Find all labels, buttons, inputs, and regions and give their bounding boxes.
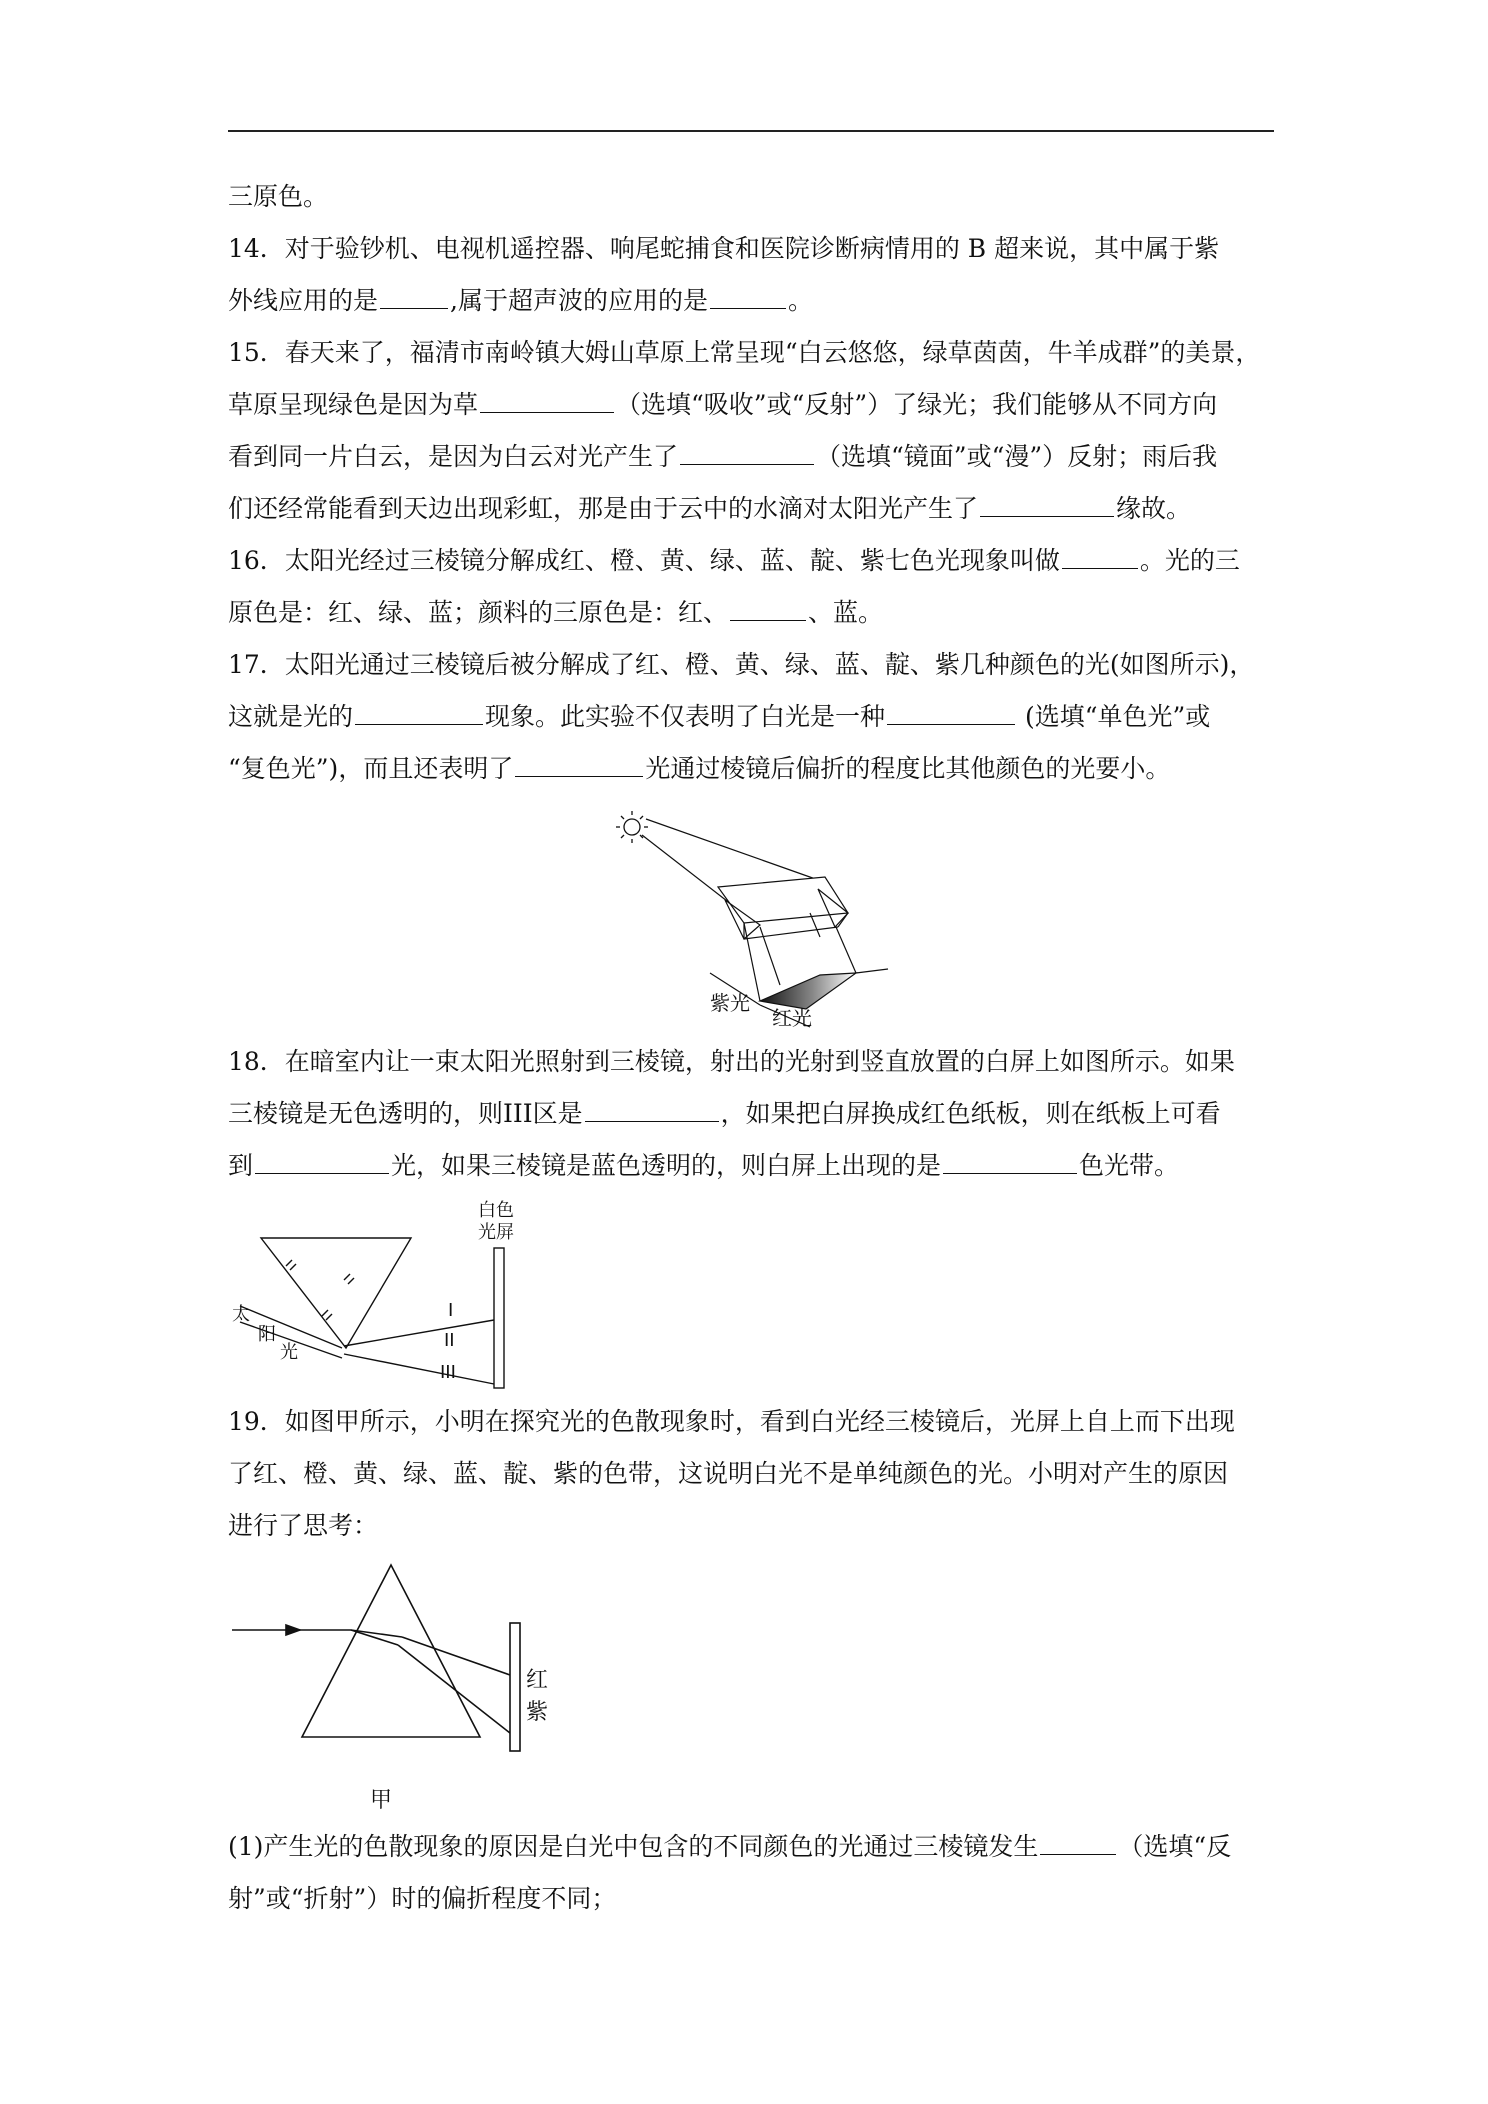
- answer-blank[interactable]: [355, 702, 483, 725]
- triangle-prism: [302, 1565, 480, 1737]
- label-zone-2: II: [444, 1330, 455, 1351]
- answer-blank[interactable]: [710, 286, 786, 309]
- prism-dispersion-figure: [610, 805, 900, 1030]
- figure-caption: 甲: [370, 1788, 393, 1813]
- answer-blank[interactable]: [1040, 1832, 1116, 1855]
- white-screen: [494, 1248, 504, 1388]
- header-rule: [228, 130, 1274, 132]
- answer-blank[interactable]: [480, 390, 614, 413]
- answer-blank[interactable]: [585, 1099, 719, 1122]
- q16-line2: 原色是：红、绿、蓝；颜料的三原色是：红、 、蓝。: [228, 598, 884, 627]
- label-red: 红光: [772, 1006, 812, 1030]
- prism-figure-jia: [226, 1555, 566, 1815]
- q19-line2: 了红、橙、黄、绿、蓝、靛、紫的色带，这说明白光不是单纯颜色的光。小明对产生的原因: [228, 1459, 1229, 1488]
- spectrum-band: [760, 973, 856, 1009]
- answer-blank[interactable]: [943, 1151, 1077, 1174]
- label-red: 红: [526, 1668, 549, 1693]
- sun-icon: [616, 811, 648, 843]
- answer-blank[interactable]: [380, 286, 448, 309]
- label-sun-2: 阳: [258, 1324, 276, 1345]
- answer-blank[interactable]: [730, 598, 806, 621]
- label-screen-2: 光屏: [478, 1222, 514, 1243]
- q14-line1: 14．对于验钞机、电视机遥控器、响尾蛇捕食和医院诊断病情用的 B 超来说，其中属于紫: [228, 234, 1220, 263]
- prism-shape: [261, 1238, 411, 1348]
- prism-screen-figure: [226, 1198, 546, 1393]
- q17-line3: “复色光”)，而且还表明了 光通过棱镜后偏折的程度比其他颜色的光要小。: [228, 754, 1171, 783]
- label-violet: 紫: [526, 1700, 549, 1725]
- label-violet: 紫光: [710, 991, 750, 1015]
- q15-line3: 看到同一片白云，是因为白云对光产生了 （选填“镜面”或“漫”）反射；雨后我: [228, 442, 1218, 471]
- label-sun-1: 太: [232, 1304, 250, 1325]
- q13-tail: 三原色。: [228, 182, 329, 211]
- answer-blank[interactable]: [887, 702, 1015, 725]
- q15-line4: 们还经常能看到天边出现彩虹，那是由于云中的水滴对太阳光产生了 缘故。: [228, 494, 1192, 523]
- label-screen-1: 白色: [478, 1200, 514, 1221]
- q16-line1: 16．太阳光经过三棱镜分解成红、橙、黄、绿、蓝、靛、紫七色光现象叫做 。光的三: [228, 546, 1240, 575]
- q18-line3: 到 光，如果三棱镜是蓝色透明的，则白屏上出现的是 色光带。: [228, 1151, 1180, 1180]
- light-screen: [510, 1623, 520, 1751]
- q19-sub1-line1: (1)产生光的色散现象的原因是白光中包含的不同颜色的光通过三棱镜发生 （选填“反: [228, 1832, 1232, 1861]
- q14-line2: 外线应用的是 ,属于超声波的应用的是 。: [228, 286, 813, 315]
- q18-line2: 三棱镜是无色透明的，则III区是 ，如果把白屏换成红色纸板，则在纸板上可看: [228, 1099, 1221, 1128]
- label-zone-1: I: [448, 1300, 454, 1321]
- label-sun-3: 光: [280, 1342, 298, 1363]
- q15-line2: 草原呈现绿色是因为草 （选填“吸收”或“反射”）了绿光；我们能够从不同方向: [228, 390, 1218, 419]
- q18-line1: 18．在暗室内让一束太阳光照射到三棱镜，射出的光射到竖直放置的白屏上如图所示。如果: [228, 1047, 1235, 1076]
- q17-line1: 17．太阳光通过三棱镜后被分解成了红、橙、黄、绿、蓝、靛、紫几种颜色的光(如图所示)，: [228, 650, 1255, 679]
- q19-line3: 进行了思考：: [228, 1511, 379, 1540]
- q19-line1: 19．如图甲所示，小明在探究光的色散现象时，看到白光经三棱镜后，光屏上自上而下出现: [228, 1407, 1235, 1436]
- q15-line1: 15．春天来了，福清市南岭镇大姆山草原上常呈现“白云悠悠，绿草茵茵，牛羊成群”的美景，: [228, 338, 1261, 367]
- answer-blank[interactable]: [1062, 546, 1138, 569]
- answer-blank[interactable]: [515, 754, 643, 777]
- answer-blank[interactable]: [255, 1151, 389, 1174]
- answer-blank[interactable]: [680, 442, 814, 465]
- answer-blank[interactable]: [980, 494, 1114, 517]
- q17-line2: 这就是光的 现象。此实验不仅表明了白光是一种 (选填“单色光”或: [228, 702, 1211, 731]
- label-zone-3: III: [440, 1362, 456, 1383]
- q19-sub1-line2: 射”或“折射”）时的偏折程度不同；: [228, 1884, 617, 1913]
